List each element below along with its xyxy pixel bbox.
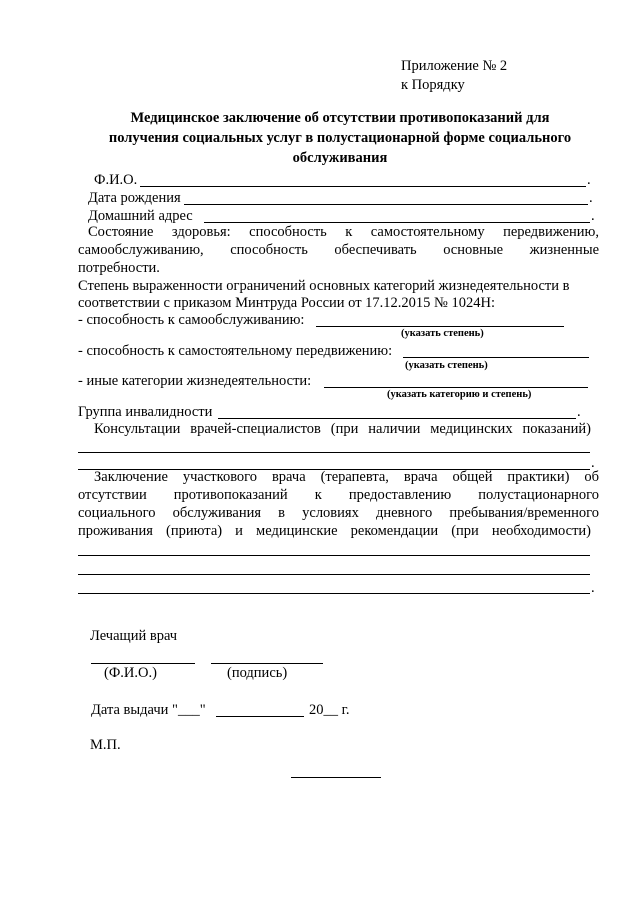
disability-group-label: Группа инвалидности <box>78 404 213 420</box>
address-period: . <box>591 208 595 224</box>
self-service-hint: (указать степень) <box>401 328 484 339</box>
issue-date-label: Дата выдачи "___" <box>91 702 206 718</box>
birthdate-period: . <box>589 190 593 206</box>
movement-field[interactable] <box>403 357 589 358</box>
conclusion-field-1[interactable] <box>78 555 590 556</box>
doctor-fio-field[interactable] <box>91 663 195 664</box>
health-state-line: потребности. <box>78 260 160 276</box>
self-service-label: - способность к самообслуживанию: <box>78 312 305 328</box>
limitations-text: соответствии с приказом Минтруда России от 17.12.2015 № 1024Н: <box>78 295 496 311</box>
title-line: получения социальных услуг в полустационарной форме социального <box>108 130 572 146</box>
disability-group-field[interactable] <box>218 418 576 419</box>
self-service-field[interactable] <box>316 326 564 327</box>
conclusion-field-3[interactable] <box>78 593 590 594</box>
limitations-text: Степень выраженности ограничений основных категорий жизнедеятельности в <box>78 278 570 294</box>
consultations-field-1[interactable] <box>78 452 590 453</box>
health-state-line: Состояние здоровья: способность к самостоятельному передвижению, <box>88 224 599 240</box>
other-categories-field[interactable] <box>324 387 588 388</box>
movement-label: - способность к самостоятельному передвижению: <box>78 343 393 359</box>
document-end-divider <box>291 777 381 778</box>
fio-field[interactable] <box>140 186 586 187</box>
title-line: Медицинское заключение об отсутствии противопоказаний для <box>130 110 550 126</box>
consultations-period: . <box>591 455 595 471</box>
address-field[interactable] <box>204 222 590 223</box>
conclusion-text: проживания (приюта) и медицинские рекомендации (при необходимости) <box>78 523 591 539</box>
document-title <box>80 108 600 168</box>
consultations-label: Консультации врачей-специалистов (при наличии медицинских показаний) <box>94 421 591 437</box>
issue-date-month-field[interactable] <box>216 716 304 717</box>
disability-period: . <box>577 404 581 420</box>
fio-period: . <box>587 172 591 188</box>
fio-hint: (Ф.И.О.) <box>104 665 157 681</box>
conclusion-text: социального обслуживания в условиях дневного пребывания/временного <box>78 505 599 521</box>
stamp-placeholder: М.П. <box>90 737 121 753</box>
attending-doctor-label: Лечащий врач <box>90 628 178 644</box>
other-categories-label: - иные категории жизнедеятельности: <box>78 373 312 389</box>
appendix-number: Приложение № 2 <box>401 58 508 74</box>
appendix-reference: к Порядку <box>401 77 465 93</box>
conclusion-text: отсутствии противопоказаний к предоставлению полустационарного <box>78 487 599 503</box>
health-state-line: самообслуживанию, способность обеспечивать основные жизненные <box>78 242 599 258</box>
movement-hint: (указать степень) <box>405 360 488 371</box>
issue-date-year: 20__ г. <box>309 702 350 718</box>
title-line: обслуживания <box>292 150 388 166</box>
signature-hint: (подпись) <box>227 665 288 681</box>
conclusion-period: . <box>591 580 595 596</box>
conclusion-field-2[interactable] <box>78 574 590 575</box>
conclusion-text: Заключение участкового врача (терапевта, врача общей практики) об <box>94 469 599 485</box>
doctor-signature-field[interactable] <box>211 663 323 664</box>
other-categories-hint: (указать категорию и степень) <box>387 389 532 400</box>
birthdate-field[interactable] <box>184 204 588 205</box>
birthdate-label: Дата рождения <box>88 190 181 206</box>
address-label: Домашний адрес <box>88 208 193 224</box>
fio-label: Ф.И.О. <box>94 172 138 188</box>
